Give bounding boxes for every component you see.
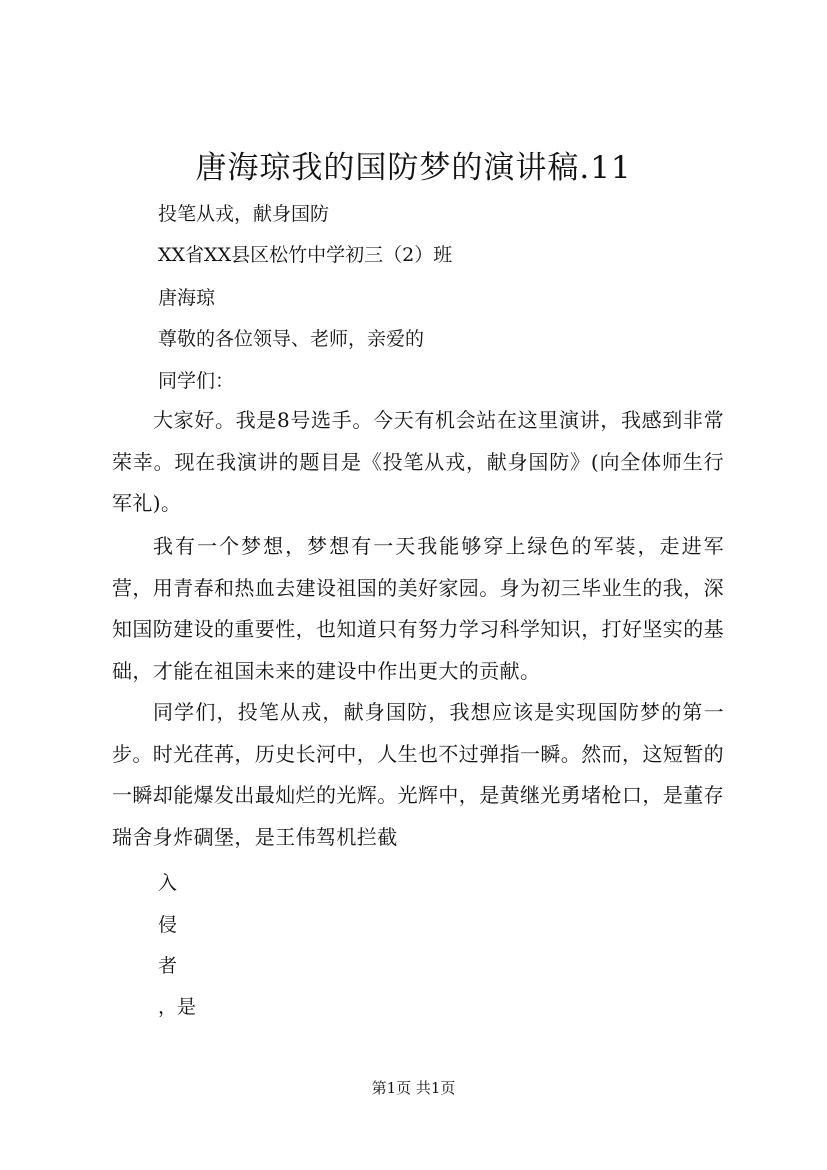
page-footer: 第1页 共1页: [371, 1079, 456, 1097]
body-paragraph-1: 大家好。我是8号选手。今天有机会站在这里演讲，我感到非常荣幸。现在我演讲的题目是《投笔从戎，献身国防》(向全体师生行军礼)。: [112, 408, 724, 515]
salutation-continued-line: 同学们：: [158, 370, 235, 392]
author-name-line: 唐海琼: [158, 287, 216, 309]
trailing-text-line: 者: [158, 955, 178, 977]
salutation-line: 尊敬的各位领导、老师，亲爱的: [158, 328, 425, 350]
school-class-line: XX省XX县区松竹中学初三（2）班: [158, 244, 453, 266]
subtitle-line: 投笔从戎，献身国防: [158, 203, 330, 225]
page-title: 唐海琼我的国防梦的演讲稿.11: [195, 150, 632, 186]
trailing-text-line: 侵: [158, 914, 178, 936]
trailing-text-line: 入: [158, 872, 178, 894]
body-paragraph-2: 我有一个梦想，梦想有一天我能够穿上绿色的军装，走进军营，用青春和热血去建设祖国的美好家园。身为初三毕业生的我，深知国防建设的重要性，也知道只有努力学习科学知识，打好坚实的基础，才能在祖国未来的建设中作出更大的贡献。: [112, 534, 724, 683]
body-paragraph-3: 同学们，投笔从戎，献身国防，我想应该是实现国防梦的第一步。时光荏苒，历史长河中，人生也不过弹指一瞬。然而，这短暂的一瞬却能爆发出最灿烂的光辉。光辉中，是黄继光勇堵枪口，是董存瑞舍身炸碉堡，是王伟驾机拦截: [112, 700, 724, 849]
trailing-text-line: ，是: [158, 996, 197, 1018]
